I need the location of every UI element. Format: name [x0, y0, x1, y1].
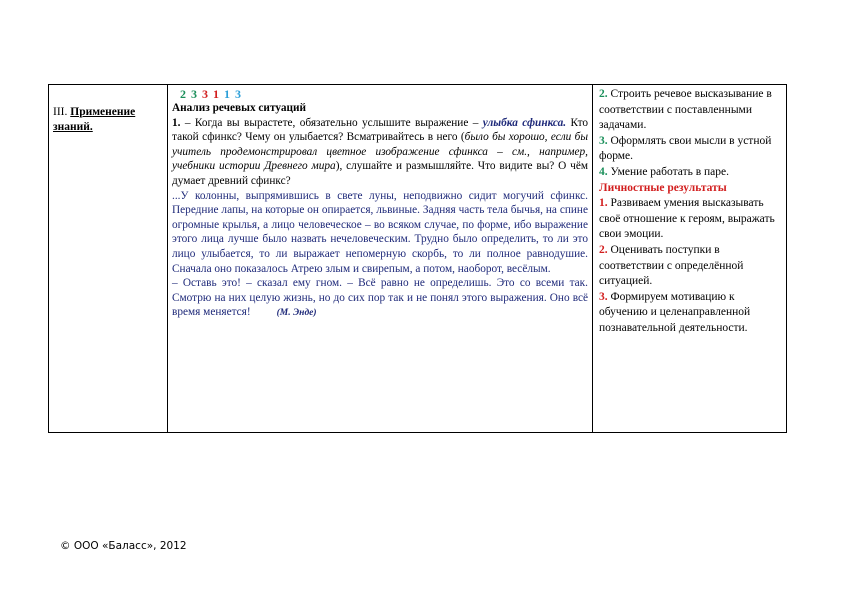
- competency-number: 3: [202, 87, 209, 101]
- table-row: [49, 85, 787, 433]
- result-number: 2.: [599, 88, 608, 100]
- personal-results-heading: Личностные результаты: [599, 181, 727, 194]
- personal-text: Оценивать поступки в соответствии с определённой ситуацией.: [599, 243, 744, 288]
- result-item: [599, 87, 780, 134]
- personal-text: Развиваем умения высказывать своё отношение к героям, выражать свои эмоции.: [599, 197, 775, 241]
- task-paragraph: [172, 116, 588, 189]
- content-cell: [168, 85, 593, 433]
- lesson-table: [48, 84, 787, 433]
- competency-number: 1: [224, 87, 231, 101]
- competency-number: 3: [191, 87, 198, 101]
- competency-number: 3: [235, 87, 242, 101]
- result-item: [599, 165, 780, 181]
- personal-number: 2.: [599, 243, 608, 256]
- competency-numbers: [172, 87, 588, 101]
- competency-number: 1: [213, 87, 220, 101]
- stage-cell: [49, 85, 168, 433]
- task-text-b: Кто такой сфинкс? Чему он улыбается? Всматривайтесь в него (: [172, 116, 589, 144]
- teacher-note: было бы хорошо, если бы учитель продемонстрировал цветное изображение сфинкса – см., например, учебники истории Древнего мира: [172, 131, 588, 173]
- stage-label: [49, 85, 167, 135]
- task-phrase: улыбка сфинкса.: [482, 116, 567, 129]
- stage-title: Применение знаний.: [53, 106, 136, 133]
- stage-number: III.: [53, 106, 68, 118]
- quote-paragraph-2: [172, 276, 588, 321]
- personal-number: 3.: [599, 290, 608, 303]
- result-text: Оформлять свои мысли в устной форме.: [599, 134, 772, 163]
- task-number: 1.: [172, 116, 181, 129]
- competency-number: 2: [180, 87, 187, 101]
- section-title: Анализ речевых ситуаций: [172, 102, 307, 114]
- personal-item: [599, 290, 780, 337]
- personal-item: [599, 196, 780, 243]
- quote-text-2: – Оставь это! – сказал ему гном. – Всё равно не определишь. Это со всеми так. Смотрю на них целую жизнь, но до сих пор так и не понял этого выражения. Оно всё время меняется!: [172, 277, 588, 319]
- personal-item: [599, 243, 780, 290]
- result-text: Умение работать в паре.: [607, 165, 730, 178]
- personal-text: Формируем мотивацию к обучению и целенаправленной познавательной деятельности.: [599, 290, 751, 334]
- personal-number: 1.: [599, 197, 608, 210]
- quote-paragraph-1: ...У колонны, выпрямившись в свете луны, неподвижно сидит могучий сфинкс. Передние лапы, на которые он опирается, львиные. Задняя часть тела бычья, на спине огромные крылья, а лицо человеческое – во всяком случае, по форме, ибо выражение этого лица лучше было назвать нечеловеческим. Трудно было определить, то ли это лицо улыбается, то ли выражает непомерную скорбь, то ли полное равнодушие. Сначала оно показалось Атрею злым и свирепым, а потом, наоборот, весёлым.: [172, 189, 588, 275]
- result-number: 3.: [599, 134, 608, 147]
- result-text: Строить речевое высказывание в соответствии с поставленными задачами.: [599, 88, 772, 132]
- result-item: [599, 134, 780, 165]
- task-text-c: ), слушайте и размышляйте. Что видите вы? О чём думает древний сфинкс?: [172, 160, 589, 187]
- copyright-footer: © ООО «Баласс», 2012: [60, 540, 187, 552]
- quote-author: (М. Энде): [276, 308, 317, 319]
- results-cell: [593, 85, 787, 433]
- result-number: 4.: [599, 165, 608, 178]
- task-text-a: – Когда вы вырастете, обязательно услышите выражение –: [180, 116, 483, 129]
